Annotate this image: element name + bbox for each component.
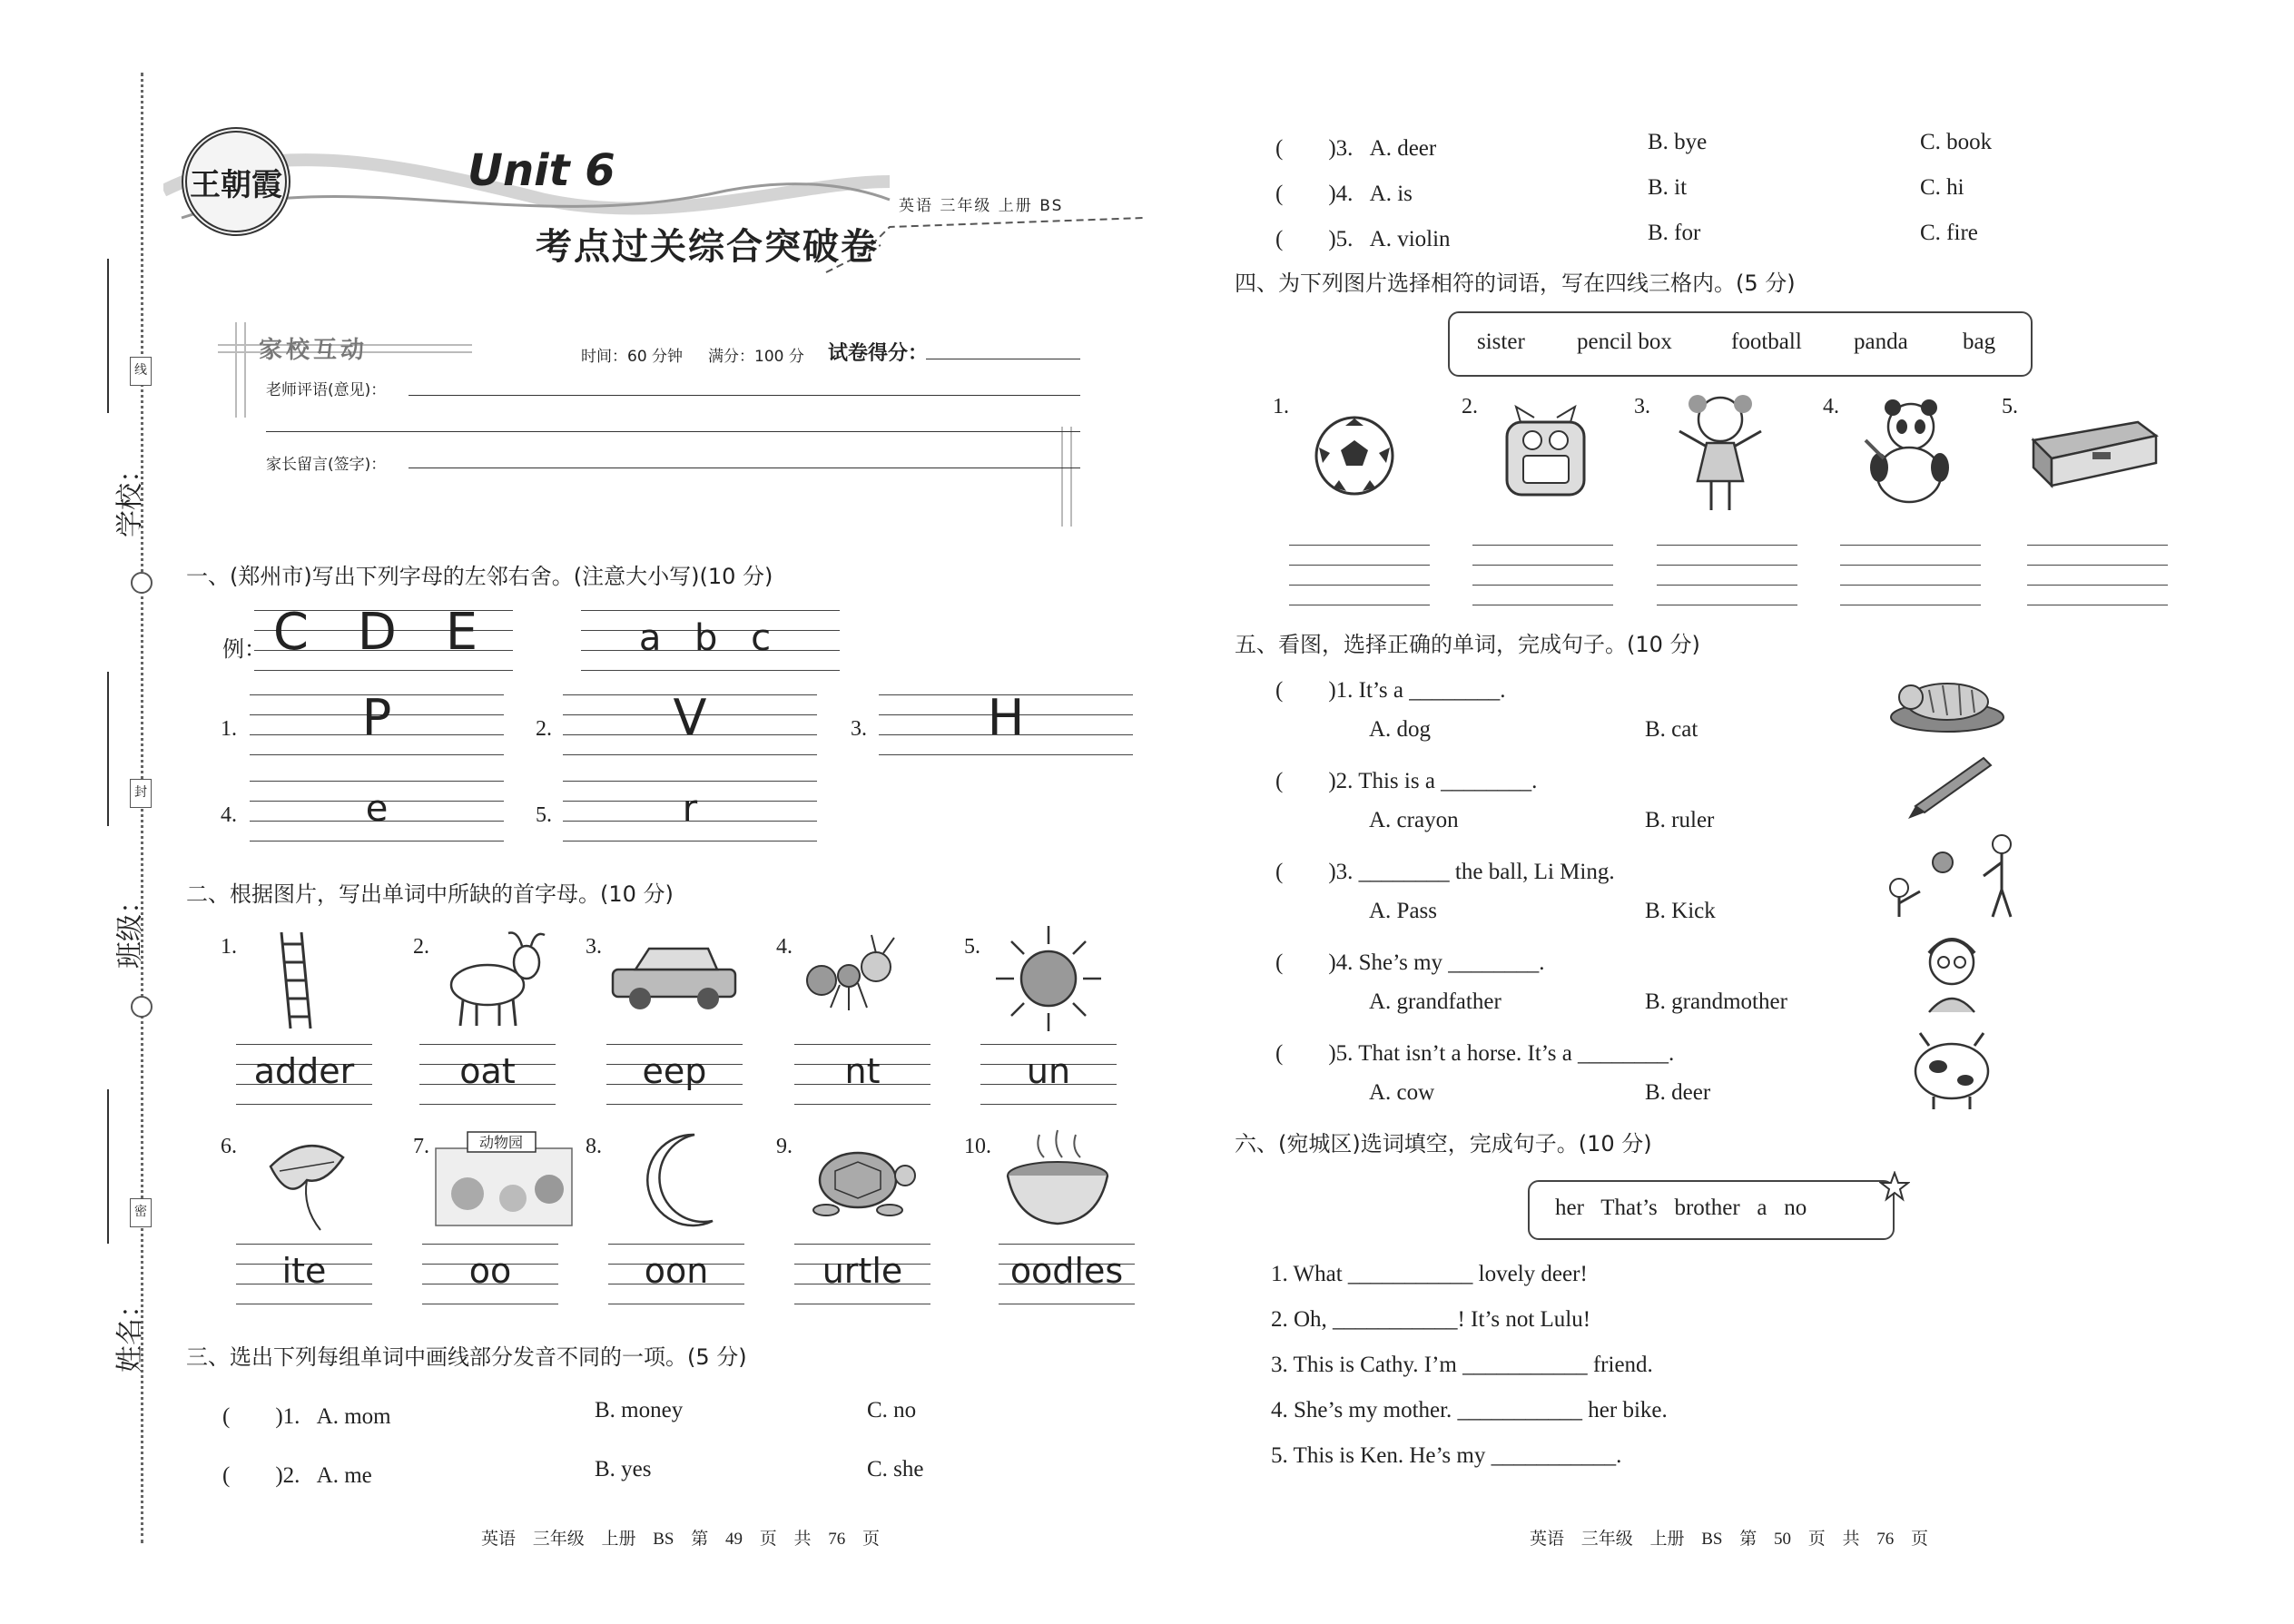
option-a: A. deer — [1369, 136, 1437, 161]
s3-row-1-c: C. no — [867, 1398, 917, 1422]
s1-grid-2[interactable]: V — [563, 694, 817, 758]
s4-grid-4[interactable] — [1840, 545, 1981, 608]
binding-hole-1 — [131, 572, 153, 594]
teacher-comment-line-2 — [266, 431, 1080, 432]
s4-grid-1[interactable] — [1289, 545, 1430, 608]
s1-item-number: 2. — [536, 717, 552, 741]
home-school-tag: 家校互动 — [259, 337, 369, 364]
ant-picture — [803, 930, 903, 1012]
teacher-comment-label: 老师评语(意见)： — [266, 381, 387, 399]
answer-paren[interactable]: ( ) — [1275, 950, 1336, 975]
answer-paren[interactable]: ( ) — [1275, 182, 1336, 206]
s4-item-number: 2. — [1462, 395, 1478, 418]
s6-sentence-4: 4. She’s my mother. ___________ her bike. — [1271, 1398, 1668, 1422]
word-option: pencil box — [1577, 330, 1672, 354]
word-option: football — [1731, 330, 1802, 354]
answer-paren[interactable]: ( ) — [222, 1463, 283, 1488]
answer-paren[interactable]: ( ) — [222, 1404, 283, 1429]
s2-grid-4[interactable]: nt — [794, 1044, 930, 1107]
teacher-comment-line-1 — [409, 395, 1080, 396]
s5-question-2: ( )2. This is a ________. — [1275, 769, 1538, 793]
answer-paren[interactable]: ( ) — [1275, 678, 1336, 703]
s3-row-3-b: B. bye — [1648, 130, 1708, 154]
paper-title: 考点过关综合突破卷 — [536, 225, 879, 268]
sun-picture — [994, 924, 1103, 1033]
cow-picture — [1906, 1026, 2002, 1112]
answer-paren[interactable]: ( ) — [1275, 1041, 1336, 1066]
answer-paren[interactable]: ( ) — [1275, 227, 1336, 251]
cat-picture — [1888, 672, 2006, 735]
unit-title: Unit 6 — [468, 145, 615, 196]
s4-item-number: 4. — [1823, 395, 1839, 418]
section3-title: 三、选出下列每组单词中画线部分发音不同的一项。(5 分) — [186, 1344, 747, 1370]
s5-option-a: A. grandfather — [1369, 989, 1501, 1014]
s2-item-number: 2. — [413, 935, 429, 959]
s3-row-3: ( )3. A. deer — [1275, 136, 1437, 161]
section4-title: 四、为下列图片选择相符的词语，写在四线三格内。(5 分) — [1235, 271, 1796, 296]
s3-row-3-c: C. book — [1920, 130, 1993, 154]
s6-sentence-3: 3. This is Cathy. I’m ___________ friend. — [1271, 1353, 1653, 1377]
s4-grid-3[interactable] — [1657, 545, 1797, 608]
s4-item-number: 5. — [2002, 395, 2018, 418]
s6-word-bank: her That’s brother a no — [1528, 1180, 1895, 1240]
s1-grid-4[interactable]: e — [250, 781, 504, 844]
s1-grid-3[interactable]: H — [879, 694, 1133, 758]
score-label: 试卷得分： — [828, 342, 929, 365]
s3-row-5-c: C. fire — [1920, 221, 1978, 245]
s6-sentence-1: 1. What ___________ lovely deer! — [1271, 1262, 1588, 1286]
answer-paren[interactable]: ( ) — [1275, 136, 1336, 161]
s5-option-a: A. cow — [1369, 1080, 1435, 1105]
parent-comment-label: 家长留言(签字)： — [266, 456, 387, 474]
word-option: bag — [1963, 330, 1996, 354]
s5-option-b: B. grandmother — [1645, 989, 1787, 1014]
school-label: 学校： — [114, 456, 146, 537]
grandma-picture — [1920, 930, 1984, 1017]
star-icon — [1879, 1171, 1910, 1202]
jeep-picture — [608, 944, 740, 1012]
s5-option-a: A. Pass — [1369, 899, 1438, 923]
example-lower-grid: a b c — [581, 610, 840, 674]
s3-row-2: ( )2. A. me — [222, 1463, 372, 1488]
s3-row-4-b: B. it — [1648, 175, 1688, 200]
option-a: A. is — [1369, 182, 1413, 206]
s5-option-b: B. Kick — [1645, 899, 1716, 923]
s5-option-a: A. crayon — [1369, 808, 1459, 832]
s4-word-bank — [1448, 311, 2033, 377]
page-footer-right: 英语 三年级 上册 BS 第 50 页 共 76 页 — [1530, 1530, 1928, 1549]
s2-item-number: 3. — [586, 935, 602, 959]
s2-grid-2[interactable]: oat — [419, 1044, 556, 1107]
binding-hole-2 — [131, 996, 153, 1018]
s2-grid-10[interactable]: oodles — [999, 1244, 1135, 1307]
s2-item-number: 5. — [964, 935, 980, 959]
ball-picture — [1879, 826, 2024, 921]
panda-picture — [1856, 395, 1956, 508]
seal-mark-secret: 密 — [130, 1198, 152, 1227]
s2-item-number: 10. — [964, 1135, 991, 1158]
s2-grid-8[interactable]: oon — [608, 1244, 744, 1307]
s2-grid-9[interactable]: urtle — [794, 1244, 930, 1307]
crayon-picture — [1906, 753, 1993, 822]
time-limit: 时间：60 分钟 — [581, 348, 684, 366]
s5-option-b: B. cat — [1645, 717, 1698, 742]
seal-mark-seal: 封 — [130, 779, 152, 808]
example-label: 例： — [222, 638, 266, 662]
s4-item-number: 1. — [1273, 395, 1289, 418]
s2-grid-7[interactable]: oo — [422, 1244, 558, 1307]
s2-item-number: 1. — [221, 935, 237, 959]
full-score: 满分：100 分 — [708, 348, 804, 366]
s3-row-5: ( )5. A. violin — [1275, 227, 1451, 251]
goat-picture — [431, 926, 549, 1030]
s1-item-number: 4. — [221, 803, 237, 827]
section2-title: 二、根据图片，写出单词中所缺的首字母。(10 分) — [186, 881, 674, 907]
s5-question-4: ( )4. She’s my ________. — [1275, 950, 1545, 975]
pencil-box-picture — [2029, 418, 2161, 490]
seal-mark-line: 线 — [130, 357, 152, 386]
school-fill-line — [107, 259, 109, 413]
s2-grid-1[interactable]: adder — [236, 1044, 372, 1107]
s3-row-5-b: B. for — [1648, 221, 1701, 245]
noodles-picture — [1003, 1126, 1112, 1230]
s2-item-number: 8. — [586, 1135, 602, 1158]
publisher-logo: 王朝霞 — [182, 127, 290, 236]
s5-question-3: ( )3. ________ the ball, Li Ming. — [1275, 860, 1615, 884]
s2-grid-6[interactable]: ite — [236, 1244, 372, 1307]
zoo-picture — [431, 1130, 576, 1230]
s3-row-1: ( )1. A. mom — [222, 1404, 391, 1429]
s2-grid-5[interactable]: un — [980, 1044, 1117, 1107]
turtle-picture — [803, 1139, 917, 1221]
s5-question-1: ( )1. It’s a ________. — [1275, 678, 1506, 703]
s4-grid-2[interactable] — [1472, 545, 1613, 608]
s5-option-a: A. dog — [1369, 717, 1432, 742]
s3-row-4: ( )4. A. is — [1275, 182, 1413, 206]
s1-item-number: 1. — [221, 717, 237, 741]
answer-paren[interactable]: ( ) — [1275, 860, 1336, 884]
option-a: A. me — [316, 1463, 372, 1488]
girl-picture — [1670, 390, 1770, 517]
s4-item-number: 3. — [1634, 395, 1650, 418]
subject-tag: 英语 三年级 上册 BS — [899, 197, 1064, 215]
kite-picture — [252, 1130, 357, 1235]
option-a: A. violin — [1369, 227, 1451, 251]
bag-picture — [1498, 399, 1593, 504]
s2-grid-3[interactable]: eep — [606, 1044, 743, 1107]
s2-item-number: 7. — [413, 1135, 429, 1158]
class-label: 班级： — [114, 887, 146, 969]
s2-item-number: 9. — [776, 1135, 793, 1158]
name-label: 姓名： — [114, 1291, 146, 1373]
section1-title: 一、(郑州市)写出下列字母的左邻右舍。(注意大小写)(10 分) — [186, 564, 773, 589]
name-fill-line — [107, 1089, 109, 1244]
football-picture — [1312, 413, 1398, 499]
page-footer-left: 英语 三年级 上册 BS 第 49 页 共 76 页 — [481, 1530, 880, 1549]
ladder-picture — [272, 930, 318, 1030]
s1-item-number: 5. — [536, 803, 552, 827]
s2-item-number: 6. — [221, 1135, 237, 1158]
answer-paren[interactable]: ( ) — [1275, 769, 1336, 793]
s6-sentence-2: 2. Oh, ___________! It’s not Lulu! — [1271, 1307, 1591, 1332]
example-upper-grid: C D E — [254, 610, 513, 674]
s3-row-4-c: C. hi — [1920, 175, 1964, 200]
s4-grid-5[interactable] — [2027, 545, 2168, 608]
s5-option-b: B. deer — [1645, 1080, 1711, 1105]
s2-item-number: 4. — [776, 935, 793, 959]
option-a: A. mom — [316, 1404, 391, 1429]
zoo-sign-text: 动物园 — [478, 1134, 524, 1151]
section6-title: 六、(宛城区)选词填空，完成句子。(10 分) — [1235, 1131, 1652, 1156]
s3-row-1-b: B. money — [595, 1398, 684, 1422]
s1-grid-5[interactable]: r — [563, 781, 817, 844]
s3-row-2-c: C. she — [867, 1457, 924, 1481]
moon-picture — [640, 1130, 722, 1230]
s5-option-b: B. ruler — [1645, 808, 1715, 832]
section5-title: 五、看图，选择正确的单词，完成句子。(10 分) — [1235, 632, 1700, 657]
word-option: panda — [1854, 330, 1908, 354]
s5-question-5: ( )5. That isn’t a horse. It’s a ________. — [1275, 1041, 1675, 1066]
s3-row-2-b: B. yes — [595, 1457, 652, 1481]
s1-grid-1[interactable]: P — [250, 694, 504, 758]
s6-sentence-5: 5. This is Ken. He’s my ___________. — [1271, 1443, 1622, 1468]
s1-item-number: 3. — [851, 717, 867, 741]
word-option: sister — [1477, 330, 1525, 354]
class-fill-line — [107, 672, 109, 826]
